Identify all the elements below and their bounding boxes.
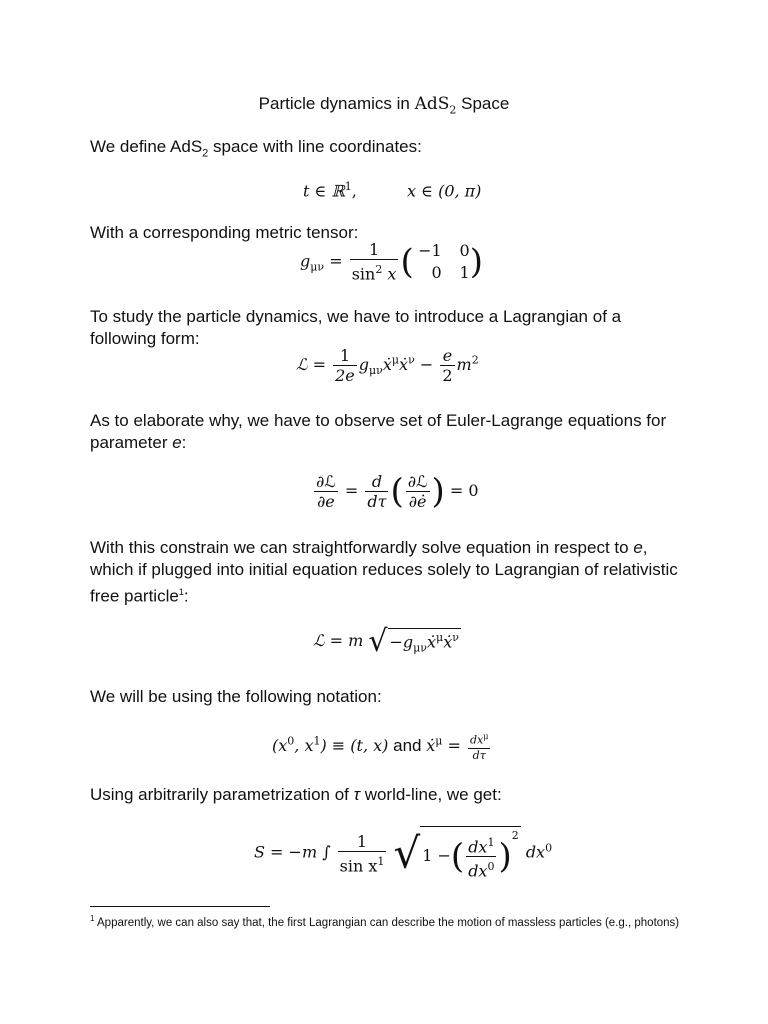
equation-coordinates: t ∈ ℝ$^1$, x ∈ (0, π) [303,180,482,201]
title-prefix: Particle dynamics in [258,94,410,113]
paragraph-lagrangian-intro: To study the particle dynamics, we have to introduce a Lagrangian of a following form: [90,307,622,348]
equation-euler-lagrange: $\frac{\text{∂ℒ}}{\partial e}$ = $\frac{d}{d\tau}$ ( $\frac{\text{∂ℒ}}{\partial ė}$ ) = 0 [316,471,479,512]
equation-free-particle: ℒ = m √ $-g_{\mu\nu}ẋ^\mu ẋ^\nu$ [313,624,459,659]
title-suffix: Space [461,94,510,113]
title-symbol: AdS$_2$ [414,94,457,117]
page-title [0,94,768,116]
paragraph-metric: With a corresponding metric tensor: [90,223,359,242]
paragraph-parametrization: Using arbitrarily parametrization of τ world-line, we get: [90,785,502,804]
equation-action: S = −m ∫ $\frac{1}{\sin x^1}$ √ 1 −( $\frac{dx^1}{dx^0}$ )$^2$ $dx^0$ [254,826,552,880]
paragraph-notation: We will be using the following notation: [90,687,382,706]
paragraph-constraint: With this constrain we can straightforwardly solve equation in respect to e, which if plugged into initial equation reduces solely to Lagrangian of relativistic free particle$^1$: [90,538,678,606]
paragraph-euler-lagrange: As to elaborate why, we have to observe set of Euler-Lagrange equations for parameter e: [90,411,667,452]
footnote-separator [90,906,270,907]
paragraph-definition: We define AdS$_2$ space with line coordinates: [90,137,422,160]
footnote: $^1$ Apparently, we can also say that, the first Lagrangian can describe the motion of massless particles (e.g., photons) [90,914,680,929]
equation-lagrangian: ℒ = $\frac{1}{2e}$ $g_{\mu\nu}ẋ^\mu ẋ^\nu$ − $\frac{e}{2}$ $m^2$ [296,346,479,385]
metric-matrix: −1 0 0 1 [418,241,470,282]
equation-notation: ($x^0$, $x^1) \equiv (t$, x) and ẋ$^\mu$ = $\frac{dx^\mu}{d\tau}$ [272,732,489,762]
equation-metric: $g_{\mu\nu}$ = $\frac{1}{\sin^2 x}$ ( −1 0 0 1 ) [300,240,483,284]
